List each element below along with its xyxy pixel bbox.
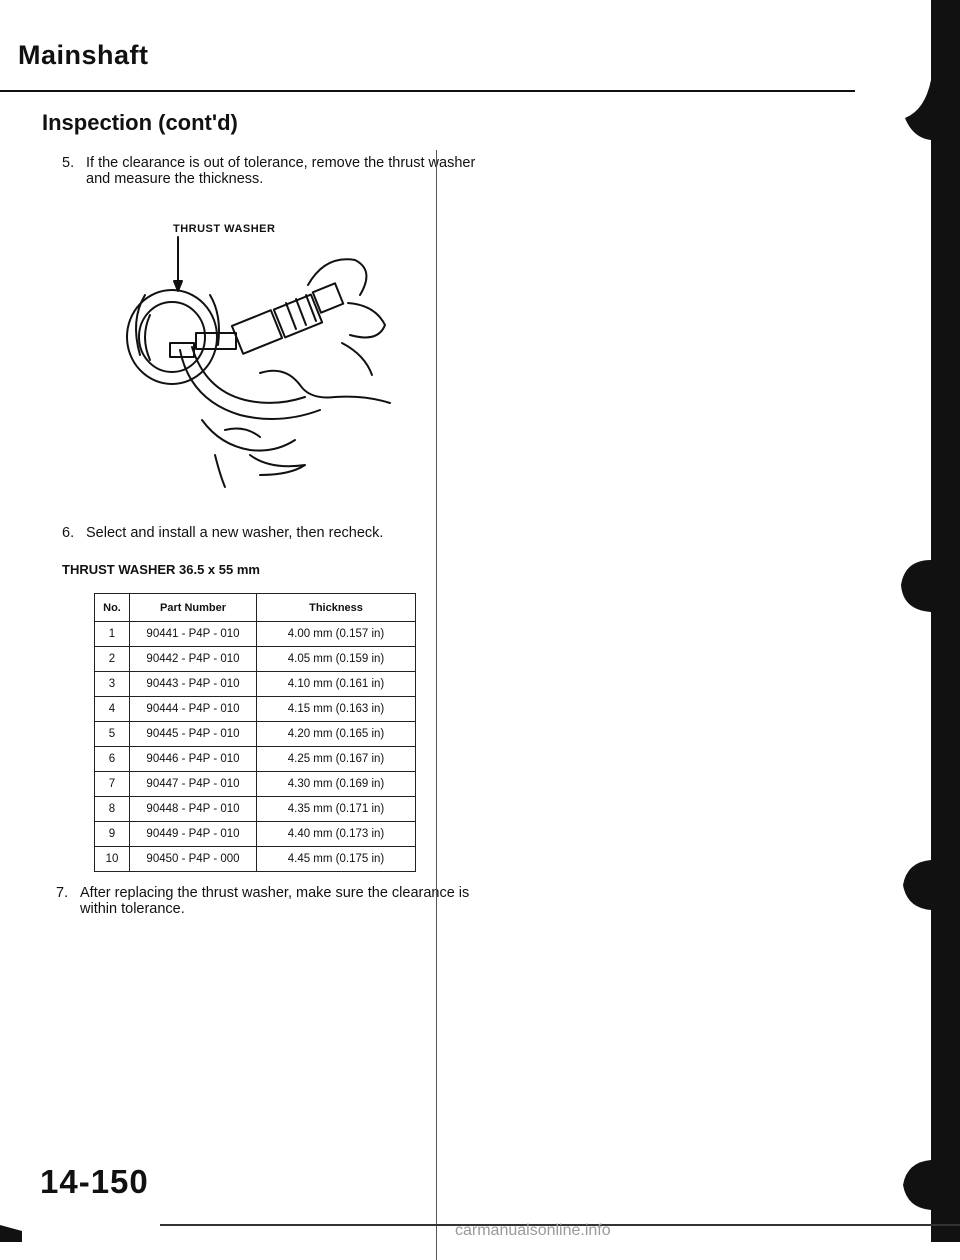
cell-no: 1 bbox=[95, 622, 130, 647]
step-text: After replacing the thrust washer, make sure the clearance is within tolerance. bbox=[80, 885, 470, 917]
table-row bbox=[95, 722, 416, 747]
column-header-part-number: Part Number bbox=[130, 594, 257, 622]
watermark: carmanualsonline.info bbox=[455, 1222, 611, 1239]
cell-part-number: 90446 - P4P - 010 bbox=[130, 747, 257, 772]
cell-thickness: 4.45 mm (0.175 in) bbox=[257, 847, 416, 872]
table-row bbox=[95, 697, 416, 722]
cell-thickness: 4.35 mm (0.171 in) bbox=[257, 797, 416, 822]
step-6 bbox=[62, 525, 482, 545]
cell-part-number: 90442 - P4P - 010 bbox=[130, 647, 257, 672]
title-divider bbox=[0, 90, 855, 92]
cell-part-number: 90443 - P4P - 010 bbox=[130, 672, 257, 697]
table-header-row bbox=[95, 594, 416, 622]
table-row bbox=[95, 622, 416, 647]
column-header-thickness: Thickness bbox=[257, 594, 416, 622]
table-row bbox=[95, 847, 416, 872]
cell-no: 6 bbox=[95, 747, 130, 772]
step-5 bbox=[62, 155, 482, 195]
table-row bbox=[95, 822, 416, 847]
micrometer-illustration bbox=[110, 225, 400, 495]
cell-part-number: 90449 - P4P - 010 bbox=[130, 822, 257, 847]
table-row bbox=[95, 672, 416, 697]
page-title: Mainshaft bbox=[18, 40, 149, 70]
cell-no: 9 bbox=[95, 822, 130, 847]
cell-no: 4 bbox=[95, 697, 130, 722]
cell-no: 7 bbox=[95, 772, 130, 797]
cell-part-number: 90441 - P4P - 010 bbox=[130, 622, 257, 647]
section-subtitle: Inspection (cont'd) bbox=[42, 110, 238, 135]
page-number: 14-150 bbox=[40, 1163, 149, 1200]
step-number: 6. bbox=[62, 525, 75, 541]
cell-thickness: 4.40 mm (0.173 in) bbox=[257, 822, 416, 847]
column-divider bbox=[436, 150, 437, 1260]
cell-no: 10 bbox=[95, 847, 130, 872]
figure-label: THRUST WASHER bbox=[173, 223, 276, 235]
cell-thickness: 4.05 mm (0.159 in) bbox=[257, 647, 416, 672]
table-row bbox=[95, 647, 416, 672]
cell-thickness: 4.10 mm (0.161 in) bbox=[257, 672, 416, 697]
table-row bbox=[95, 747, 416, 772]
step-7 bbox=[56, 885, 476, 925]
cell-thickness: 4.25 mm (0.167 in) bbox=[257, 747, 416, 772]
thrust-washer-table bbox=[94, 593, 416, 872]
cell-thickness: 4.00 mm (0.157 in) bbox=[257, 622, 416, 647]
table-row bbox=[95, 797, 416, 822]
cell-no: 8 bbox=[95, 797, 130, 822]
binding-edge-decoration bbox=[895, 0, 960, 1242]
table-title: THRUST WASHER 36.5 x 55 mm bbox=[62, 562, 260, 577]
cell-part-number: 90448 - P4P - 010 bbox=[130, 797, 257, 822]
corner-mark-icon bbox=[0, 1225, 22, 1242]
cell-thickness: 4.15 mm (0.163 in) bbox=[257, 697, 416, 722]
cell-no: 2 bbox=[95, 647, 130, 672]
cell-thickness: 4.30 mm (0.169 in) bbox=[257, 772, 416, 797]
step-text: Select and install a new washer, then recheck. bbox=[86, 525, 384, 541]
column-header-no: No. bbox=[95, 594, 130, 622]
cell-part-number: 90445 - P4P - 010 bbox=[130, 722, 257, 747]
table-row bbox=[95, 772, 416, 797]
step-number: 7. bbox=[56, 885, 69, 901]
cell-part-number: 90450 - P4P - 000 bbox=[130, 847, 257, 872]
cell-thickness: 4.20 mm (0.165 in) bbox=[257, 722, 416, 747]
cell-no: 5 bbox=[95, 722, 130, 747]
cell-part-number: 90447 - P4P - 010 bbox=[130, 772, 257, 797]
step-text: If the clearance is out of tolerance, remove the thrust washer and measure the thickness. bbox=[86, 155, 476, 187]
cell-no: 3 bbox=[95, 672, 130, 697]
step-number: 5. bbox=[62, 155, 75, 171]
cell-part-number: 90444 - P4P - 010 bbox=[130, 697, 257, 722]
